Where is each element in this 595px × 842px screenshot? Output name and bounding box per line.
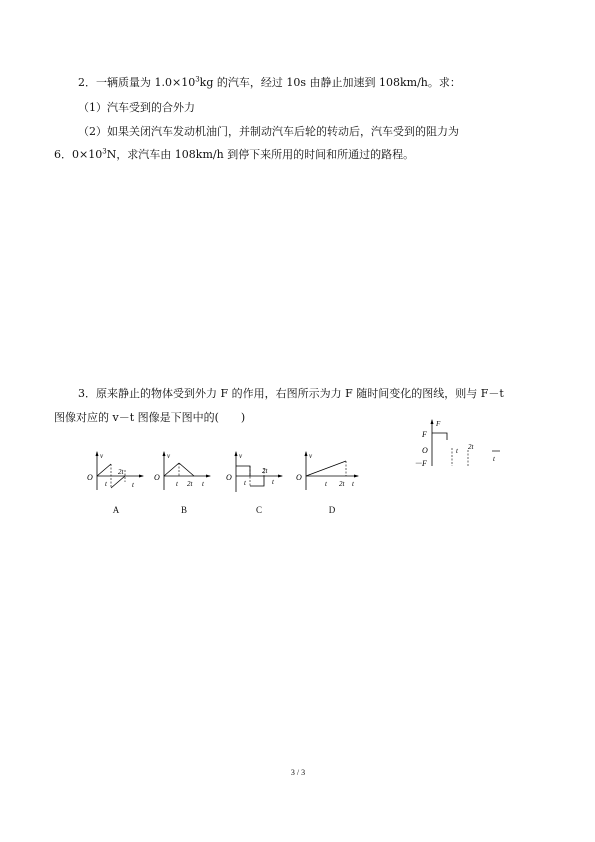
q2-line-4 <box>54 148 414 162</box>
graph-a-origin: O <box>87 473 93 482</box>
ft-graph-neg-F: －F <box>414 459 427 468</box>
graph-a <box>85 450 147 500</box>
graph-b-v-label: v <box>167 452 171 460</box>
graph-b-t-mark: t <box>176 480 178 488</box>
page-number: 3 / 3 <box>290 768 306 777</box>
graph-d-origin: O <box>296 473 302 482</box>
caption-c: C <box>255 505 262 515</box>
q3-line-2: 图像对应的 v－t 图像是下图中的( ) <box>54 411 246 424</box>
ft-graph-origin: O <box>422 446 428 455</box>
graph-a-t-mark: t <box>105 480 107 488</box>
q2-line-1-a: 2．一辆质量为 1.0×10 <box>78 76 196 89</box>
ft-graph-F-axis: F <box>436 420 441 428</box>
graph-d-t-axis: t <box>352 480 354 488</box>
graph-c-origin: O <box>226 473 232 482</box>
caption-d: D <box>328 505 336 515</box>
q2-line-1 <box>78 76 461 90</box>
graph-d-2t-label: 2t <box>339 480 345 488</box>
graph-b-2t-label: 2t <box>187 480 193 488</box>
force-time-graph <box>412 418 512 468</box>
graph-d-v-label: v <box>309 452 313 460</box>
q3-line-1: 3．原来静止的物体受到外力 F 的作用，右图所示为力 F 随时间变化的图线，则与 F－t <box>78 387 504 400</box>
graph-c-t-axis: t <box>272 478 274 486</box>
q2-line-4-a: 6．0×10 <box>54 148 103 161</box>
graph-b-t-axis: t <box>202 480 204 488</box>
graph-a-t-axis: t <box>132 481 134 489</box>
ft-graph-t-mark: t <box>456 447 458 455</box>
q2-line-2: （1）汽车受到的合外力 <box>78 101 195 114</box>
graph-d <box>294 450 362 500</box>
graph-c-t-mark: t <box>244 479 246 487</box>
graph-c-v-label: v <box>239 452 243 460</box>
caption-a: A <box>112 505 120 515</box>
graph-b-origin: O <box>154 473 160 482</box>
ft-graph-t-axis: t <box>493 455 495 463</box>
q2-line-3: （2）如果关闭汽车发动机油门，并制动汽车后轮的转动后，汽车受到的阻力为 <box>78 125 459 138</box>
q2-line-1-b: kg 的汽车，经过 10s 由静止加速到 108km/h。求： <box>199 76 461 89</box>
caption-b: B <box>180 505 187 515</box>
graph-c-2t-label: 2t <box>262 467 268 475</box>
ft-graph-2t-label: 2t <box>468 443 474 451</box>
q2-line-1-sup: 3 <box>195 75 200 84</box>
graph-d-t-mark: t <box>325 480 327 488</box>
q2-line-4-sup: 3 <box>102 147 107 156</box>
graph-a-v-label: v <box>100 452 104 460</box>
q2-line-4-b: N，求汽车由 108km/h 到停下来所用的时间和所通过的路程。 <box>106 148 415 161</box>
graph-a-2t-label: 2t <box>118 468 124 476</box>
ft-graph-F-level: F <box>422 430 427 439</box>
graph-c <box>224 450 286 500</box>
graph-b <box>152 450 214 500</box>
